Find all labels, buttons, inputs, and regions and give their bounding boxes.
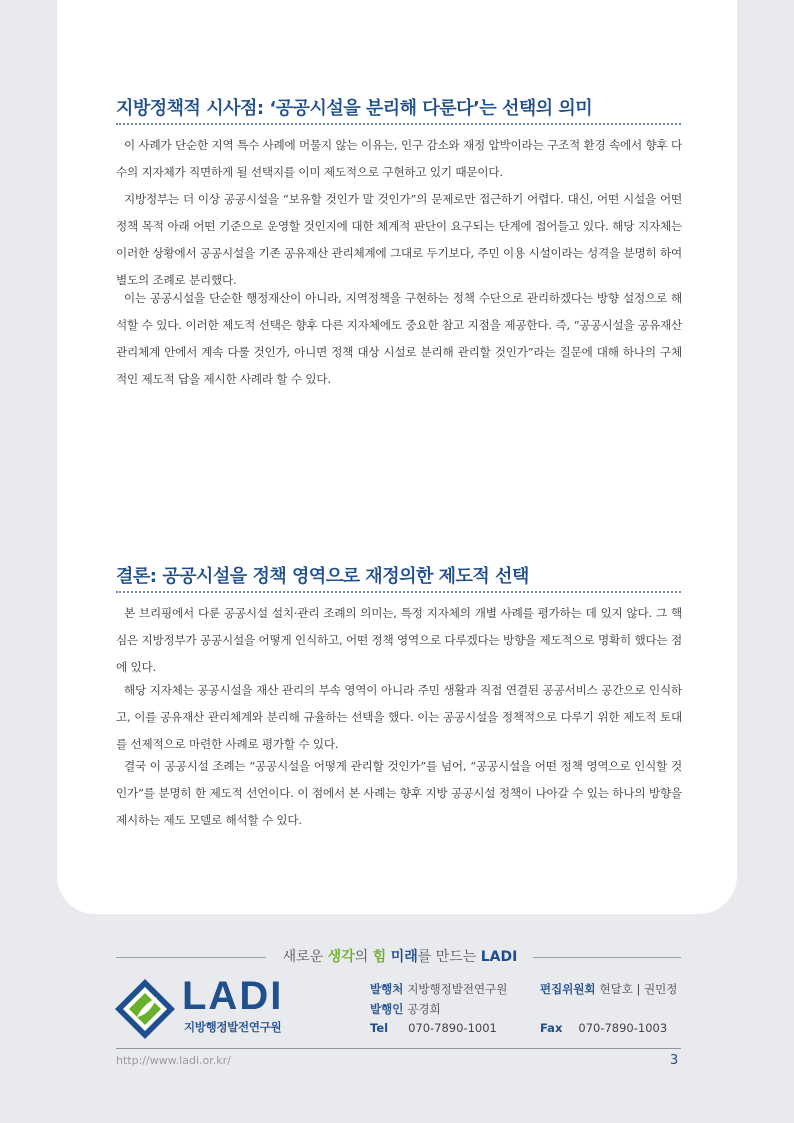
paragraph: 이는 공공시설을 단순한 행정재산이 아니라, 지역정책을 구현하는 정책 수단으로 관리하겠다는 방향 설정으로 해석할 수 있다. 이러한 제도적 선택은 향후 다른 지자체에도 중요한 참고 지점을 제공한다. 즉, “공공시설을 공유재산 관리체계 안에서 계속 다룰 것인가, 아니면 정책 대상 시설로 분리해 관리할 것인가”라는 질문에 대해 하나의 구체적인 제도적 답을 제시한 사례라 할 수 있다.: [116, 291, 682, 386]
section-title-conclusion: 결론: 공공시설을 정책 영역으로 재정의한 제도적 선택: [116, 566, 529, 587]
fax-info: Fax 070-7890-1003: [540, 1021, 668, 1035]
publisher-info: 발행처 지방행정발전연구원: [370, 982, 508, 996]
paragraph: 이 사례가 단순한 지역 특수 사례에 머물지 않는 이유는, 인구 감소와 재정 압박이라는 구조적 환경 속에서 향후 다수의 지자체가 직면하게 될 선택지를 이미 제도적으로 구현하고 있기 때문이다.: [116, 138, 682, 179]
paragraph: 해당 지자체는 공공시설을 재산 관리의 부속 영역이 아니라 주민 생활과 직접 연결된 공공서비스 공간으로 인식하고, 이를 공유재산 관리체계와 분리해 규율하는 선택을 했다. 이는 공공시설을 정책적으로 다루기 위한 제도적 토대를 선제적으로 마련한 사례로 평가할 수 있다.: [116, 683, 682, 751]
paragraph: 본 브리핑에서 다룬 공공시설 설치·관리 조례의 의미는, 특정 지자체의 개별 사례를 평가하는 데 있지 않다. 그 핵심은 지방정부가 공공시설을 어떻게 인식하고, 어떤 정책 영역으로 다루겠다는 방향을 제도적으로 명확히 했다는 점에 있다.: [116, 606, 682, 674]
logo-subtitle: 지방행정발전연구원: [184, 1020, 282, 1034]
dotted-divider: [116, 591, 681, 593]
issuer-info: 발행인 공경희: [370, 1002, 441, 1016]
editor-info: 편집위원회 현달호 | 권민정: [540, 982, 678, 996]
logo-wordmark: LADI: [182, 974, 284, 1018]
paragraph: 결국 이 공공시설 조례는 “공공시설을 어떻게 관리할 것인가”를 넘어, “공공시설을 어떤 정책 영역으로 인식할 것인가”를 분명히 한 제도적 선언이다. 이 점에서 본 사례는 향후 지방 공공시설 정책이 나아갈 수 있는 하나의 방향을 제시하는 제도 모델로 해석할 수 있다.: [116, 759, 682, 827]
ladi-logo-icon: [113, 977, 177, 1041]
slogan-divider-right: [533, 957, 681, 958]
paragraph: 지방정부는 더 이상 공공시설을 “보유할 것인가 말 것인가”의 문제로만 접근하기 어렵다. 대신, 어떤 시설을 어떤 정책 목적 아래 어떤 기준으로 운영할 것인지에 대한 체계적 판단이 요구되는 단계에 접어들고 있다. 해당 지자체는 이러한 상황에서 공공시설을 기존 공유재산 관리체계에 그대로 두기보다, 주민 이용 시설이라는 성격을 분명히 하여 별도의 조례로 분리했다.: [116, 192, 682, 287]
website-link[interactable]: http://www.ladi.or.kr/: [116, 1054, 231, 1067]
dotted-divider: [116, 123, 681, 125]
page-number: 3: [670, 1053, 679, 1068]
tel-info: Tel 070-7890-1001: [370, 1021, 497, 1035]
slogan: 새로운 생각의 힘 미래를 만드는 LADI: [282, 949, 518, 965]
section-title-implications: 지방정책적 시사점: ‘공공시설을 분리해 다룬다’는 선택의 의미: [116, 98, 593, 119]
slogan-divider-left: [116, 957, 266, 958]
footer-divider: [116, 1048, 681, 1049]
